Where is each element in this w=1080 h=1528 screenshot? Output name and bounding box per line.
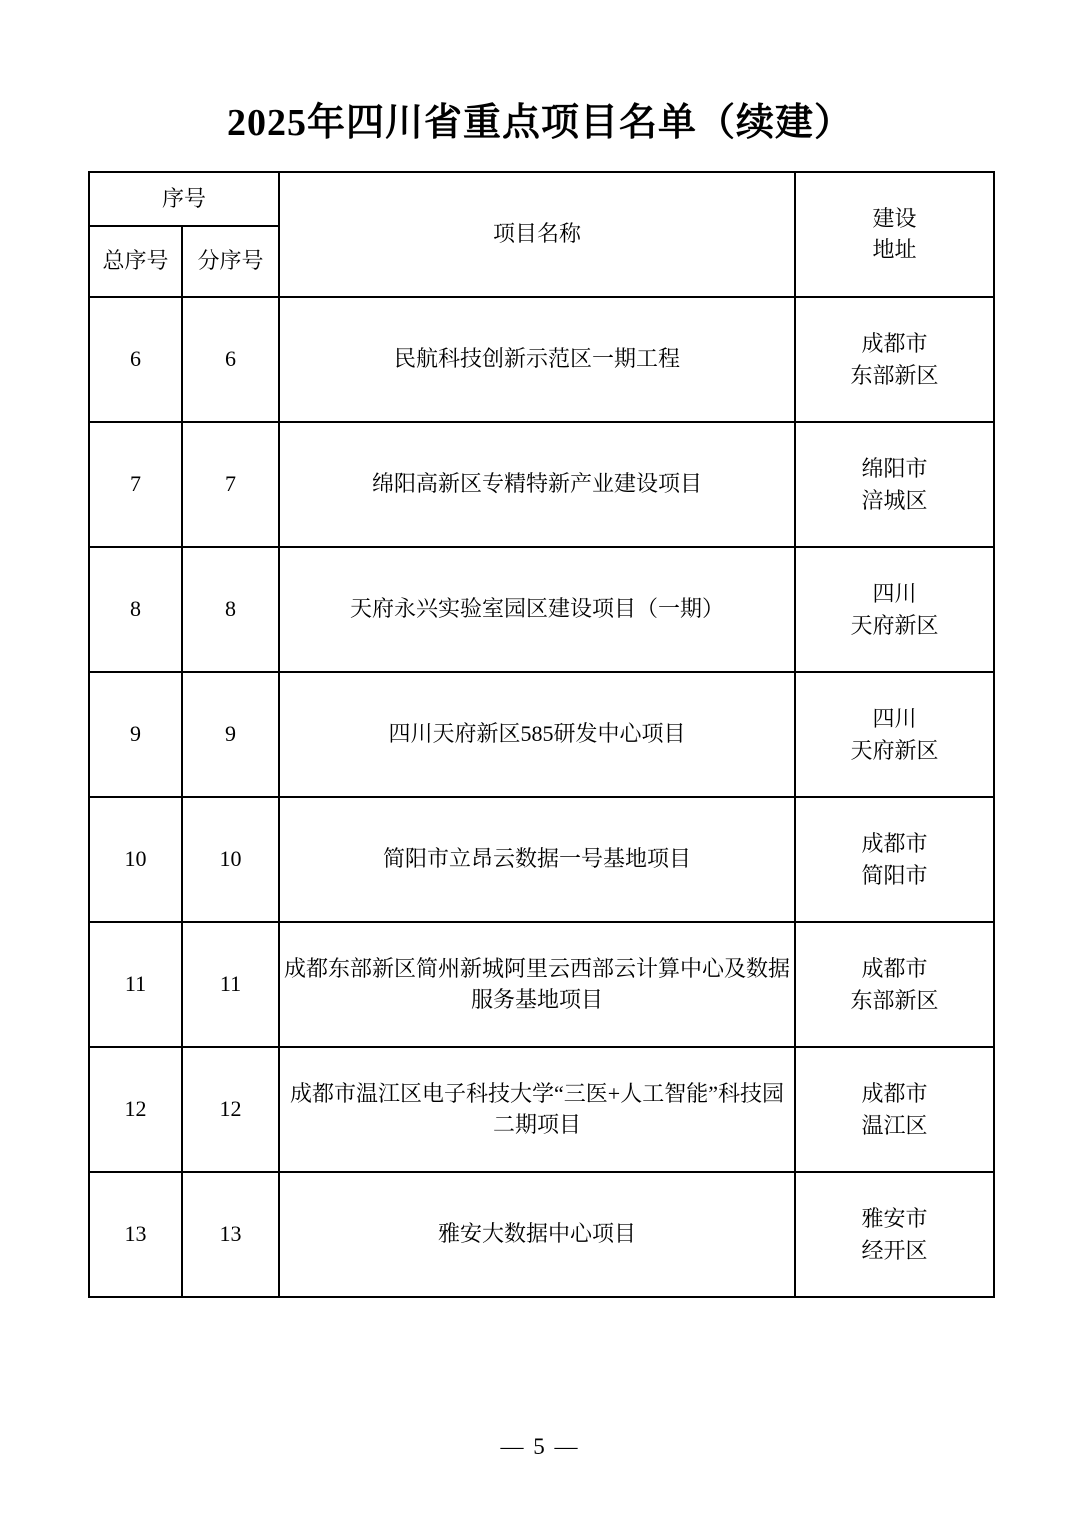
location-line2: 东部新区: [850, 362, 939, 388]
header-serial-group: 序号: [89, 172, 279, 226]
cell-sub-serial: 13: [182, 1172, 279, 1297]
location-line1: 成都市: [861, 831, 928, 857]
cell-location: [795, 1047, 994, 1172]
location-line2: 温江区: [861, 1112, 928, 1138]
location-line1: 雅安市: [861, 1206, 928, 1232]
cell-location: [795, 422, 994, 547]
cell-location: [795, 672, 994, 797]
cell-location: [795, 1172, 994, 1297]
table-row: [89, 547, 994, 672]
table-row: [89, 922, 994, 1047]
cell-project-name: 简阳市立昂云数据一号基地项目: [279, 797, 795, 922]
location-line1: 四川: [872, 706, 917, 732]
location-line2: 经开区: [861, 1237, 928, 1263]
location-line1: 成都市: [861, 956, 928, 982]
table-row: [89, 797, 994, 922]
table-row: [89, 1047, 994, 1172]
table-row: [89, 422, 994, 547]
page-number: — 5 —: [500, 1434, 580, 1459]
cell-project-name: 成都东部新区简州新城阿里云西部云计算中心及数据服务基地项目: [279, 922, 795, 1047]
cell-sub-serial: 9: [182, 672, 279, 797]
table-body: [89, 297, 994, 1297]
cell-sub-serial: 6: [182, 297, 279, 422]
location-line2: 天府新区: [850, 612, 939, 638]
table-row: [89, 672, 994, 797]
cell-total-serial: 9: [89, 672, 182, 797]
cell-location: [795, 797, 994, 922]
cell-total-serial: 8: [89, 547, 182, 672]
cell-location: [795, 547, 994, 672]
table-row: [89, 297, 994, 422]
location-line1: 成都市: [861, 1081, 928, 1107]
header-location-line2: 地址: [872, 236, 917, 262]
cell-project-name: 雅安大数据中心项目: [279, 1172, 795, 1297]
location-line1: 绵阳市: [861, 456, 928, 482]
cell-total-serial: 6: [89, 297, 182, 422]
header-sub-serial: 分序号: [182, 226, 279, 297]
table-header: [89, 172, 994, 297]
cell-location: [795, 297, 994, 422]
cell-total-serial: 11: [89, 922, 182, 1047]
location-line2: 涪城区: [861, 487, 928, 513]
header-location: [795, 172, 994, 297]
header-location-line1: 建设: [872, 205, 917, 231]
cell-sub-serial: 10: [182, 797, 279, 922]
cell-sub-serial: 12: [182, 1047, 279, 1172]
cell-total-serial: 10: [89, 797, 182, 922]
header-project-name: 项目名称: [279, 172, 795, 297]
cell-project-name: 绵阳高新区专精特新产业建设项目: [279, 422, 795, 547]
location-line1: 成都市: [861, 331, 928, 357]
cell-project-name: 成都市温江区电子科技大学“三医+人工智能”科技园二期项目: [279, 1047, 795, 1172]
location-line2: 东部新区: [850, 987, 939, 1013]
cell-total-serial: 12: [89, 1047, 182, 1172]
page-title: 2025年四川省重点项目名单（续建）: [226, 102, 853, 144]
location-line2: 简阳市: [861, 862, 928, 888]
cell-sub-serial: 11: [182, 922, 279, 1047]
table-row: [89, 1172, 994, 1297]
cell-project-name: 天府永兴实验室园区建设项目（一期）: [279, 547, 795, 672]
cell-location: [795, 922, 994, 1047]
location-line2: 天府新区: [850, 737, 939, 763]
cell-sub-serial: 7: [182, 422, 279, 547]
cell-sub-serial: 8: [182, 547, 279, 672]
cell-project-name: 四川天府新区585研发中心项目: [279, 672, 795, 797]
location-line1: 四川: [872, 581, 917, 607]
cell-project-name: 民航科技创新示范区一期工程: [279, 297, 795, 422]
cell-total-serial: 7: [89, 422, 182, 547]
header-row-top: [89, 172, 994, 226]
projects-table: [88, 171, 995, 1298]
header-total-serial: 总序号: [89, 226, 182, 297]
cell-total-serial: 13: [89, 1172, 182, 1297]
